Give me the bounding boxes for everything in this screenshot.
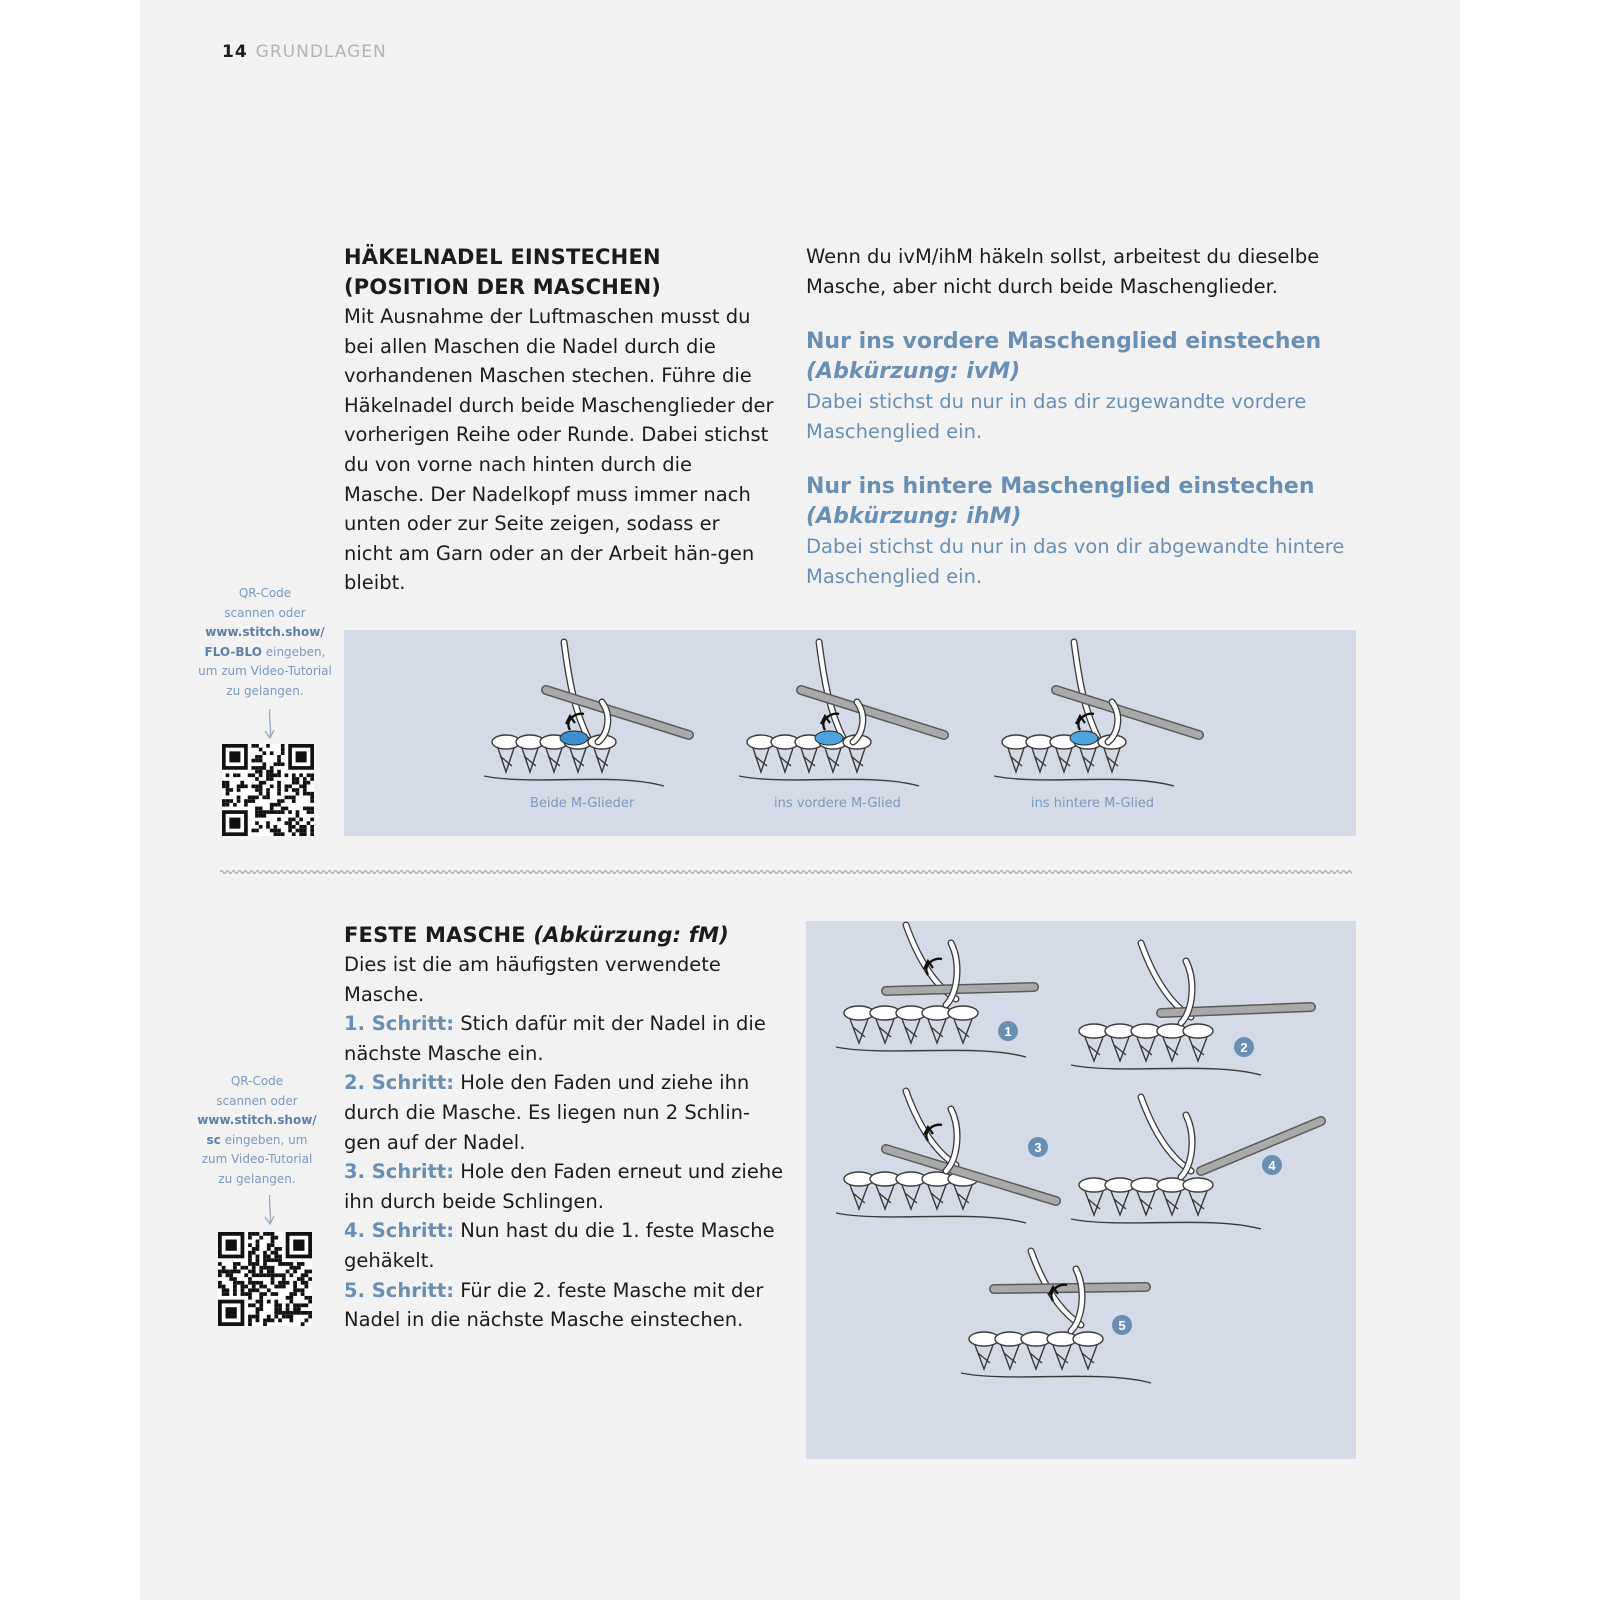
qr-note-1: QR-Code scannen oder www.stitch.show/ FLO-BLO eingeben, um zum Video-Tutorial zu gelangen. [198,586,332,698]
section1-left [344,242,774,598]
single-crochet-steps-panel [806,921,1356,1459]
single-crochet-diagrams [806,921,1356,1459]
step-4: 4. Schritt: Nun hast du die 1. feste Masche gehäkelt. [344,1219,775,1272]
svg-text:5: 5 [1118,1318,1126,1333]
arrow-down-icon [262,708,278,740]
wavy-divider [220,868,1352,876]
front-loop-text: Dabei stichst du nur in das dir zugewandte vordere Maschenglied ein. [806,390,1307,443]
section1-title-line1: HÄKELNADEL EINSTECHEN [344,245,661,269]
back-loop-text: Dabei stichst du nur in das von dir abgewandte hintere Maschenglied ein. [806,535,1345,588]
running-header [222,42,387,62]
back-loop-heading: Nur ins hintere Maschenglied einstechen [806,474,1315,500]
caption-front-loop: ins vordere M-Glied [774,796,901,811]
section-name: GRUNDLAGEN [255,42,387,62]
section1-intro: Wenn du ivM/ihM häkeln sollst, arbeitest du dieselbe Masche, aber nicht durch beide Maschenglieder. [806,245,1320,298]
qr-code-icon[interactable] [218,1232,312,1326]
svg-text:2: 2 [1240,1040,1248,1055]
section2-abbr: (Abkürzung: fM) [533,923,729,947]
section2-left [344,920,784,1335]
page-number: 14 [222,42,248,62]
back-loop-abbr: (Abkürzung: ihM) [806,504,1022,530]
section1-right [806,242,1356,592]
section2-intro: Dies ist die am häufigsten verwendete Masche. [344,953,721,1006]
step-5: 5. Schritt: Für die 2. feste Masche mit der Nadel in die nächste Masche einstechen. [344,1278,764,1332]
qr-code-icon[interactable] [222,744,314,836]
caption-both-loops: Beide M-Glieder [530,796,635,811]
svg-text:4: 4 [1268,1158,1276,1173]
section1-title-line2: (POSITION DER MASCHEN) [344,275,662,299]
front-loop-abbr: (Abkürzung: ivM) [806,359,1021,385]
section2-title: FESTE MASCHE [344,923,526,947]
svg-text:3: 3 [1034,1140,1042,1155]
step-3: 3. Schritt: Hole den Faden erneut und ziehe ihn durch beide Schlingen. [344,1160,784,1213]
svg-text:1: 1 [1004,1024,1012,1039]
step-1: 1. Schritt: Stich dafür mit der Nadel in die nächste Masche ein. [344,1012,766,1065]
loop-illustration-panel [344,630,1356,836]
front-loop-heading: Nur ins vordere Maschenglied einstechen [806,329,1322,355]
qr-note-2: QR-Code scannen oder www.stitch.show/ sc eingeben, um zum Video-Tutorial zu gelangen. [197,1074,317,1186]
step-2: 2. Schritt: Hole den Faden und ziehe ihn durch die Masche. Es liegen nun 2 Schlin-gen auf der Nadel. [344,1071,751,1154]
caption-back-loop: ins hintere M-Glied [1031,796,1155,811]
arrow-down-icon [262,1194,278,1226]
section1-body: Mit Ausnahme der Luftmaschen musst du bei allen Maschen die Nadel durch die vorhandenen Maschen stechen. Führe die Häkelnadel durch beide Maschenglieder der vorherigen Reihe oder Runde. Dabei stichst du von vorne nach hinten durch die Masche. Der Nadelkopf muss immer nach unten oder zur Seite zeigen, sodass er nicht am Garn oder an der Arbeit hän-gen bleibt. [344,305,774,595]
